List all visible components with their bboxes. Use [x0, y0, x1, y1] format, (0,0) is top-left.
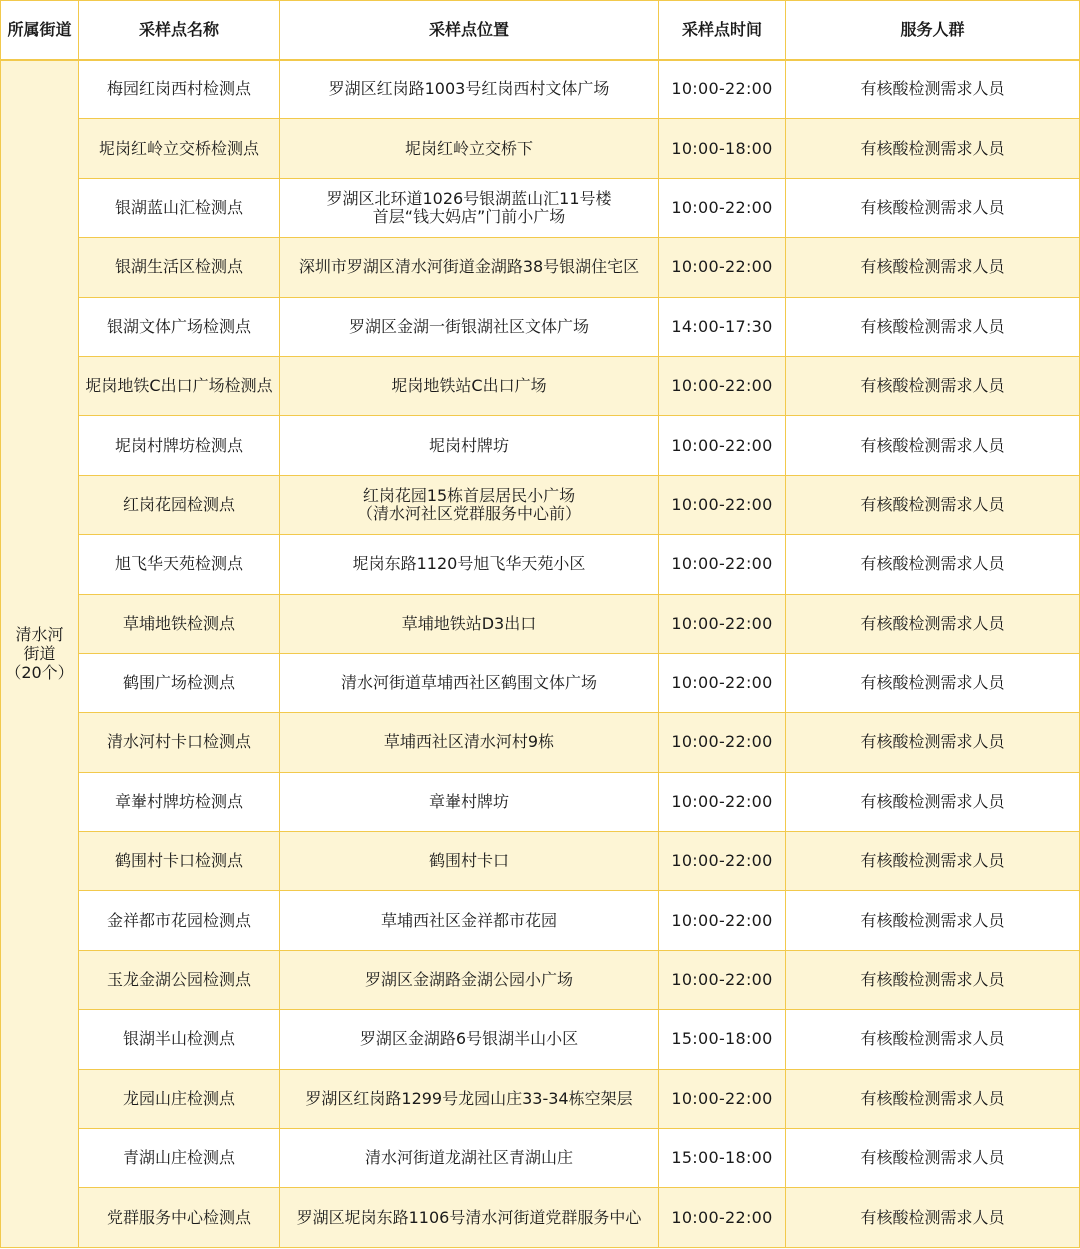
point-time-cell: 10:00-22:00: [659, 178, 786, 237]
table-row: [1, 356, 1080, 415]
service-group-cell: 有核酸检测需求人员: [786, 238, 1080, 297]
header-name: 采样点名称: [79, 1, 280, 60]
point-name-cell: 银湖半山检测点: [79, 1010, 280, 1069]
service-group-cell: 有核酸检测需求人员: [786, 475, 1080, 534]
point-time-cell: 15:00-18:00: [659, 1010, 786, 1069]
point-location-cell: 罗湖区北环道1026号银湖蓝山汇11号楼 首层“钱大妈店”门前小广场: [280, 178, 659, 237]
point-time-cell: 10:00-22:00: [659, 60, 786, 119]
point-location-cell: 草埔西社区金祥都市花园: [280, 891, 659, 950]
service-group-cell: 有核酸检测需求人员: [786, 1188, 1080, 1247]
point-location-cell: 坭岗村牌坊: [280, 416, 659, 475]
point-name-cell: 坭岗红岭立交桥检测点: [79, 119, 280, 178]
service-group-cell: 有核酸检测需求人员: [786, 950, 1080, 1009]
table-row: [1, 950, 1080, 1009]
point-name-cell: 旭飞华天苑检测点: [79, 535, 280, 594]
point-location-cell: 坭岗红岭立交桥下: [280, 119, 659, 178]
point-location-cell: 罗湖区坭岗东路1106号清水河街道党群服务中心: [280, 1188, 659, 1247]
service-group-cell: 有核酸检测需求人员: [786, 356, 1080, 415]
service-group-cell: 有核酸检测需求人员: [786, 772, 1080, 831]
point-time-cell: 10:00-22:00: [659, 238, 786, 297]
header-group: 服务人群: [786, 1, 1080, 60]
table-row: [1, 119, 1080, 178]
table-row: [1, 238, 1080, 297]
service-group-cell: 有核酸检测需求人员: [786, 535, 1080, 594]
point-name-cell: 红岗花园检测点: [79, 475, 280, 534]
point-time-cell: 10:00-22:00: [659, 1188, 786, 1247]
point-name-cell: 青湖山庄检测点: [79, 1129, 280, 1188]
header-time: 采样点时间: [659, 1, 786, 60]
point-time-cell: 10:00-22:00: [659, 535, 786, 594]
point-time-cell: 10:00-22:00: [659, 891, 786, 950]
point-name-cell: 银湖文体广场检测点: [79, 297, 280, 356]
header-street: 所属街道: [1, 1, 79, 60]
point-time-cell: 10:00-18:00: [659, 119, 786, 178]
point-name-cell: 坭岗地铁C出口广场检测点: [79, 356, 280, 415]
service-group-cell: 有核酸检测需求人员: [786, 594, 1080, 653]
point-time-cell: 10:00-22:00: [659, 356, 786, 415]
point-name-cell: 清水河村卡口检测点: [79, 713, 280, 772]
point-location-cell: 红岗花园15栋首层居民小广场 （清水河社区党群服务中心前）: [280, 475, 659, 534]
table-row: [1, 594, 1080, 653]
street-cell: 清水河 街道 （20个）: [1, 60, 79, 1248]
point-location-cell: 清水河街道草埔西社区鹤围文体广场: [280, 653, 659, 712]
service-group-cell: 有核酸检测需求人员: [786, 1010, 1080, 1069]
service-group-cell: 有核酸检测需求人员: [786, 178, 1080, 237]
service-group-cell: 有核酸检测需求人员: [786, 60, 1080, 119]
point-time-cell: 10:00-22:00: [659, 594, 786, 653]
point-name-cell: 党群服务中心检测点: [79, 1188, 280, 1247]
point-time-cell: 10:00-22:00: [659, 713, 786, 772]
table-row: [1, 416, 1080, 475]
service-group-cell: 有核酸检测需求人员: [786, 1129, 1080, 1188]
table-body: [1, 60, 1080, 1248]
table-row: [1, 1188, 1080, 1247]
table-row: [1, 713, 1080, 772]
point-name-cell: 章輋村牌坊检测点: [79, 772, 280, 831]
table-row: [1, 1010, 1080, 1069]
point-location-cell: 罗湖区红岗路1003号红岗西村文体广场: [280, 60, 659, 119]
service-group-cell: 有核酸检测需求人员: [786, 1069, 1080, 1128]
point-location-cell: 章輋村牌坊: [280, 772, 659, 831]
point-time-cell: 10:00-22:00: [659, 950, 786, 1009]
header-row: [1, 1, 1080, 60]
point-location-cell: 坭岗地铁站C出口广场: [280, 356, 659, 415]
point-time-cell: 14:00-17:30: [659, 297, 786, 356]
service-group-cell: 有核酸检测需求人员: [786, 653, 1080, 712]
point-location-cell: 坭岗东路1120号旭飞华天苑小区: [280, 535, 659, 594]
point-location-cell: 罗湖区金湖一街银湖社区文体广场: [280, 297, 659, 356]
point-location-cell: 罗湖区金湖路金湖公园小广场: [280, 950, 659, 1009]
header-location: 采样点位置: [280, 1, 659, 60]
table-row: [1, 891, 1080, 950]
table-row: [1, 1069, 1080, 1128]
table-row: [1, 653, 1080, 712]
point-name-cell: 梅园红岗西村检测点: [79, 60, 280, 119]
table-row: [1, 60, 1080, 119]
point-location-cell: 罗湖区红岗路1299号龙园山庄33-34栋空架层: [280, 1069, 659, 1128]
service-group-cell: 有核酸检测需求人员: [786, 891, 1080, 950]
point-name-cell: 银湖蓝山汇检测点: [79, 178, 280, 237]
point-name-cell: 金祥都市花园检测点: [79, 891, 280, 950]
point-time-cell: 10:00-22:00: [659, 772, 786, 831]
point-time-cell: 15:00-18:00: [659, 1129, 786, 1188]
table-row: [1, 772, 1080, 831]
point-time-cell: 10:00-22:00: [659, 653, 786, 712]
point-location-cell: 草埔西社区清水河村9栋: [280, 713, 659, 772]
point-name-cell: 鹤围广场检测点: [79, 653, 280, 712]
table-row: [1, 178, 1080, 237]
point-location-cell: 草埔地铁站D3出口: [280, 594, 659, 653]
service-group-cell: 有核酸检测需求人员: [786, 416, 1080, 475]
point-time-cell: 10:00-22:00: [659, 475, 786, 534]
point-name-cell: 龙园山庄检测点: [79, 1069, 280, 1128]
point-location-cell: 清水河街道龙湖社区青湖山庄: [280, 1129, 659, 1188]
point-location-cell: 鹤围村卡口: [280, 832, 659, 891]
service-group-cell: 有核酸检测需求人员: [786, 832, 1080, 891]
point-time-cell: 10:00-22:00: [659, 416, 786, 475]
point-name-cell: 银湖生活区检测点: [79, 238, 280, 297]
point-name-cell: 鹤围村卡口检测点: [79, 832, 280, 891]
table-row: [1, 297, 1080, 356]
table-row: [1, 1129, 1080, 1188]
point-name-cell: 坭岗村牌坊检测点: [79, 416, 280, 475]
service-group-cell: 有核酸检测需求人员: [786, 297, 1080, 356]
point-time-cell: 10:00-22:00: [659, 1069, 786, 1128]
service-group-cell: 有核酸检测需求人员: [786, 713, 1080, 772]
point-location-cell: 深圳市罗湖区清水河街道金湖路38号银湖住宅区: [280, 238, 659, 297]
table-row: [1, 475, 1080, 534]
point-name-cell: 玉龙金湖公园检测点: [79, 950, 280, 1009]
point-name-cell: 草埔地铁检测点: [79, 594, 280, 653]
table-row: [1, 832, 1080, 891]
point-location-cell: 罗湖区金湖路6号银湖半山小区: [280, 1010, 659, 1069]
service-group-cell: 有核酸检测需求人员: [786, 119, 1080, 178]
point-time-cell: 10:00-22:00: [659, 832, 786, 891]
table-row: [1, 535, 1080, 594]
